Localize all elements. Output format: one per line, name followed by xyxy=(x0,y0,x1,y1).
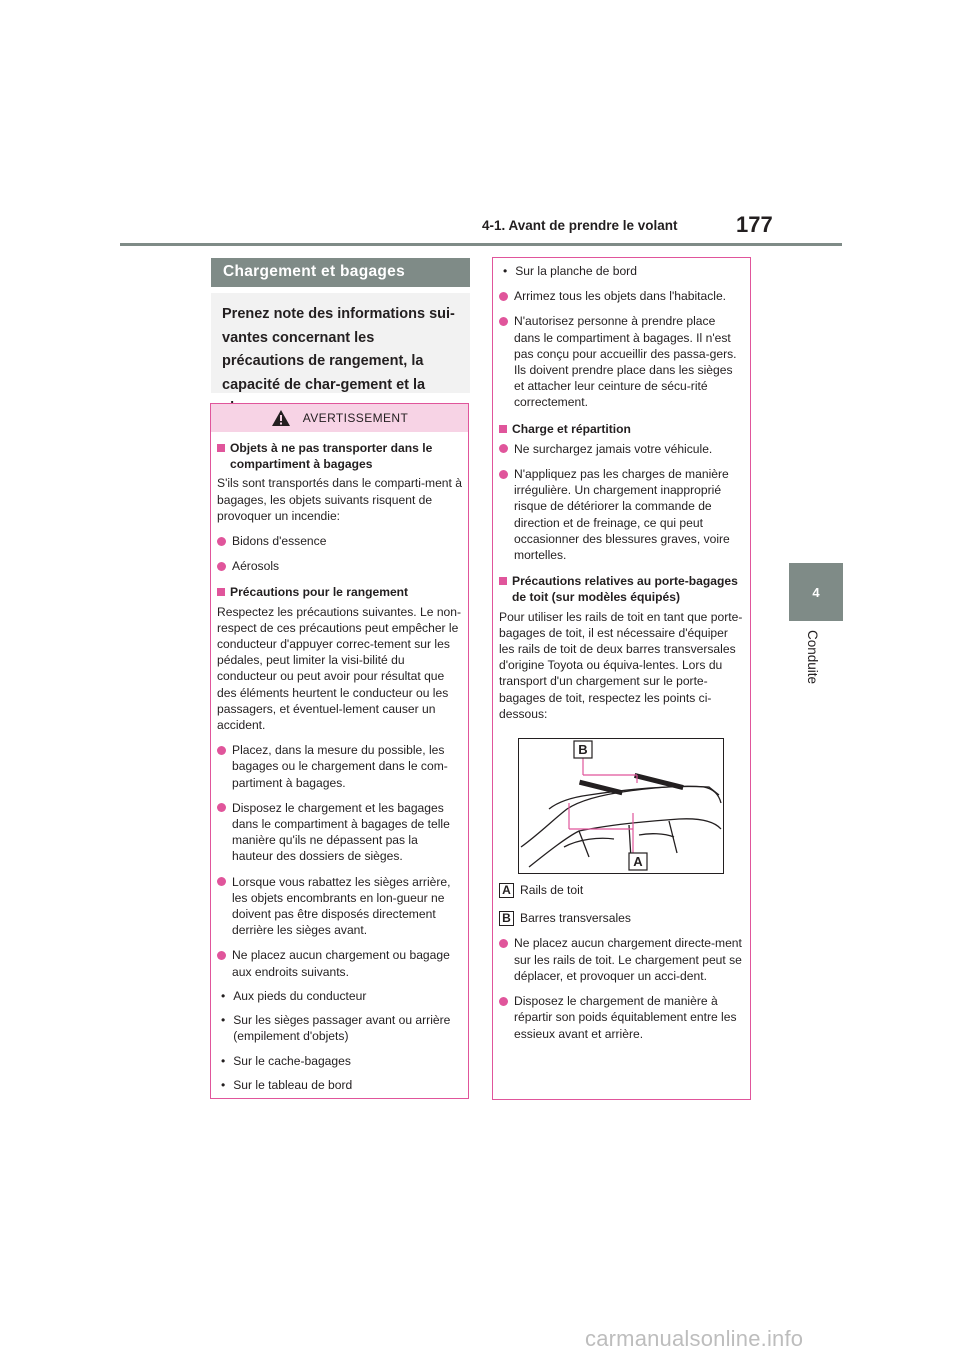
page-number: 177 xyxy=(736,212,773,237)
warning-sec1-text: S'ils sont transportés dans le comparti-ment à bagages, les objets suivants risquent de provoquer un incendie: xyxy=(217,476,462,523)
sub-list-item: • Sur le tableau de bord xyxy=(221,1077,353,1092)
bullet-dot-icon xyxy=(217,877,226,886)
bullet-dot-icon xyxy=(499,939,508,948)
warning-title: AVERTISSEMENT xyxy=(302,411,409,425)
bullet-dot-icon xyxy=(499,444,508,453)
sec3-heading: Charge et répartition xyxy=(499,421,744,437)
bullet-dot-icon xyxy=(499,470,508,479)
square-marker-icon xyxy=(217,444,225,452)
bullet-dot-icon xyxy=(217,951,226,960)
list-item: Aérosols xyxy=(217,558,462,574)
sub-list-item: • Sur le cache-bagages xyxy=(221,1053,351,1068)
list-item: N'autorisez personne à prendre place dans le compartiment à bagages. Il n'est pas conçu pour accueillir des passa-gers. Ils doivent prendre place dans les sièges et attacher leur ceinture de sécu-rité correctement. xyxy=(499,313,744,410)
list-item: Disposez le chargement et les bagages dans le compartiment à bagages de telle manière qu'ils ne dépassent pas la hauteur des dossiers de sièges. xyxy=(217,800,462,865)
legend-item xyxy=(499,882,744,898)
warning-sec2-text: Respectez les précautions suivantes. Le non-respect de ces précautions peut empêcher le conducteur d'appuyer correc-tement sur les pédales, peut limiter la visi-bilité du conducteur ou peut avoir pour résultat que des éléments heurtent le conducteur ou les passagers, et éventuel-lement causer un accident. xyxy=(217,604,462,733)
sec4-text: Pour utiliser les rails de toit en tant que porte-bagages de toit, il est nécessaire d'équiper les rails de toit de deux barres transversales d'origine Toyota ou équiva-lentes. Lors du transport d'un chargement sur le porte-bagages de toit, respectez les points ci-dessous: xyxy=(499,609,743,721)
legend-key: B xyxy=(499,911,514,926)
bullet-dot-icon xyxy=(217,562,226,571)
figure-label-b: B xyxy=(578,742,588,758)
list-item: Placez, dans la mesure du possible, les bagages ou le chargement dans le com-partiment à bagages. xyxy=(217,742,462,791)
watermark: carmanualsonline.info xyxy=(585,1326,804,1351)
section-heading: Chargement et bagages xyxy=(211,258,470,287)
list-item: N'appliquez pas les charges de manière irrégulière. Un chargement inapproprié risque de détériorer la commande de direction et de freinage, ce qui peut occasionner des blessures graves, voire mortelles. xyxy=(499,466,744,563)
sub-list-item: • Sur la planche de bord xyxy=(503,264,637,278)
list-item: Ne surchargez jamais votre véhicule. xyxy=(499,441,744,457)
list-item: Arrimez tous les objets dans l'habitacle. xyxy=(499,288,744,304)
square-marker-icon xyxy=(499,425,507,433)
chapter-tab: 4 xyxy=(789,563,843,621)
figure-label-a: A xyxy=(633,854,643,870)
warning-header xyxy=(211,404,468,432)
warning-sec1-heading: Objets à ne pas transporter dans le compartiment à bagages xyxy=(217,440,462,472)
sub-list-item: • Sur les sièges passager avant ou arrière (empilement d'objets) xyxy=(221,1013,451,1044)
bullet-dot-icon xyxy=(217,803,226,812)
bullet-dot-icon xyxy=(499,997,508,1006)
legend-text: Rails de toit xyxy=(520,883,584,898)
legend-item xyxy=(499,910,744,926)
bullet-dot-icon xyxy=(217,537,226,546)
square-marker-icon xyxy=(499,577,507,585)
square-marker-icon xyxy=(217,588,225,596)
list-item: Disposez le chargement de manière à répartir son poids équitablement entre les essieux avant et arrière. xyxy=(499,993,744,1042)
list-item: Ne placez aucun chargement directe-ment sur les rails de toit. Le chargement peut se déplacer, et provoquer un acci-dent. xyxy=(499,935,744,984)
list-item: Lorsque vous rabattez les sièges arrière, les objets encombrants en lon-gueur ne doivent pas être disposés directement derrière les sièges avant. xyxy=(217,874,462,939)
legend-text: Barres transversales xyxy=(520,911,631,926)
warning-triangle-icon xyxy=(271,409,291,427)
bullet-dot-icon xyxy=(499,317,508,326)
warning-box xyxy=(210,403,469,1099)
chapter-label: Conduite xyxy=(805,630,820,685)
bullet-dot-icon xyxy=(499,292,508,301)
intro-text: Prenez note des informations sui-vantes concernant les précautions de rangement, la capacité de char-gement et la xyxy=(211,293,470,393)
car-roof-diagram xyxy=(519,739,723,873)
warning-continued-box xyxy=(492,257,751,1100)
section-title: 4-1. Avant de prendre le volant xyxy=(482,218,678,233)
sec4-heading: Précautions relatives au porte-bagages de toit (sur modèles équipés) xyxy=(499,573,744,605)
list-item: Bidons d'essence xyxy=(217,533,462,549)
list-item: Ne placez aucun chargement ou bagage aux endroits suivants. xyxy=(217,947,462,979)
warning-sec2-heading: Précautions pour le rangement xyxy=(217,584,462,600)
sub-list-item: • Aux pieds du conducteur xyxy=(221,988,367,1003)
legend-key: A xyxy=(499,883,514,898)
header-rule xyxy=(120,243,842,246)
roof-rack-illustration xyxy=(518,738,724,874)
bullet-dot-icon xyxy=(217,746,226,755)
